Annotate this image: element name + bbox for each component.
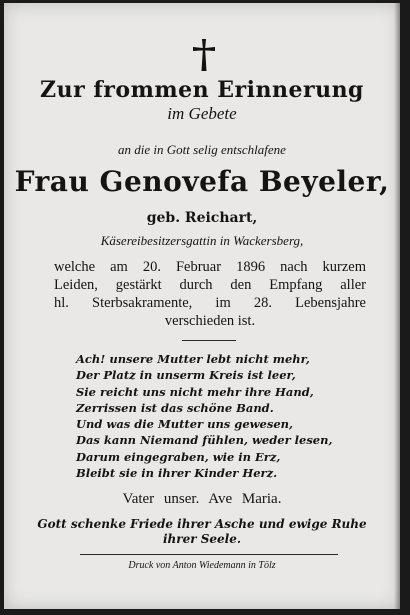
poem-line: Ach! unsere Mutter lebt nicht mehr,: [76, 352, 310, 366]
divider-line: [182, 340, 236, 341]
deceased-name: Frau Genovefa Beyeler,: [14, 165, 390, 198]
blessing-line: ihrer Seele.: [162, 532, 242, 546]
poem-line: Das kann Niemand fühlen, weder lesen,: [76, 433, 333, 448]
poem-line: Bleibt sie in ihrer Kinder Herz.: [76, 466, 278, 481]
prayer-closing: Vater unser. Ave Maria.: [122, 491, 282, 507]
poem-line: Zerrissen ist das schöne Band.: [76, 400, 274, 415]
poem-line: Der Platz in unserm Kreis ist leer,: [76, 368, 296, 383]
death-line: verschieden ist.: [164, 313, 256, 329]
death-notice: [54, 258, 366, 330]
prayer-line: im Gebete: [167, 104, 237, 123]
poem-line: Und was die Mutter uns gewesen,: [76, 417, 294, 432]
blessing: [4, 517, 400, 547]
printer-credit: Druck von Anton Wiedemann in Tölz: [128, 560, 276, 571]
card-title: Zur frommen Erinnerung: [40, 77, 364, 103]
memorial-card: [4, 3, 400, 609]
death-line: hl. Sterbsakramente, im 28. Lebensjahre: [54, 295, 366, 311]
death-line: Leiden, gestärkt durch den Empfang aller: [54, 277, 366, 293]
latin-cross-icon: [191, 38, 217, 72]
poem-line: Sie reicht uns nicht mehr ihre Hand,: [76, 384, 314, 399]
intro-line: an die in Gott selig entschlafene: [118, 142, 286, 157]
blessing-line: Gott schenke Friede ihrer Asche und ewige Ruhe: [37, 517, 367, 531]
footer-divider: [80, 554, 338, 555]
death-line: welche am 20. Februar 1896 nach kurzem: [54, 259, 366, 275]
poem-line: Darum eingegraben, wie in Erz,: [76, 449, 281, 464]
occupation-line: Käsereibesitzersgattin in Wackersberg,: [100, 233, 304, 248]
maiden-name: geb. Reichart,: [146, 210, 258, 226]
memorial-poem: [76, 351, 346, 481]
